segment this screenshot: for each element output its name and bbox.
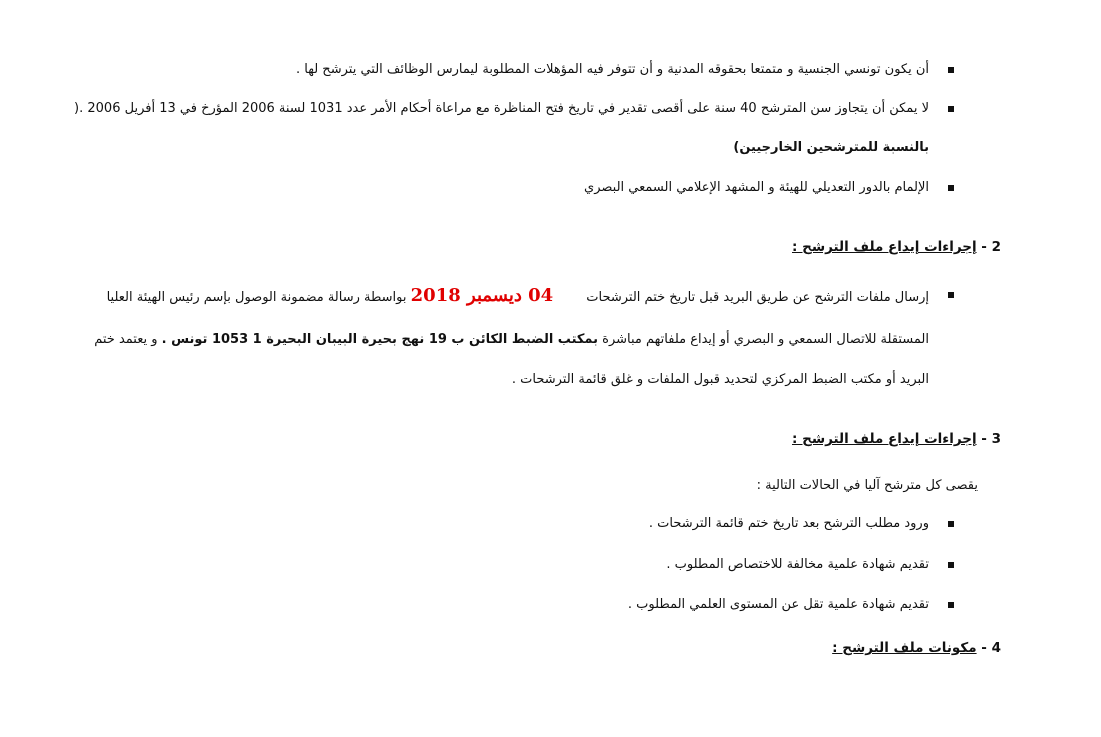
- section-2-paragraph-line-2: [94, 330, 929, 350]
- bullet-icon: [948, 562, 954, 568]
- section-2-paragraph-line-3: البريد أو مكتب الضبط المركزي لتحديد قبول الملفات و غلق قائمة الترشحات .: [511, 372, 929, 387]
- section-4-heading: [832, 638, 1001, 658]
- section-2-text-b: بواسطة رسالة مضمونة الوصول بإسم رئيس الهيئة العليا: [106, 290, 407, 305]
- section-2-text-c: المستقلة للاتصال السمعي و البصري أو إيداع ملفاتهم مباشرة: [602, 332, 929, 347]
- requirement-age-limit-continuation: بالنسبة للمترشحين الخارجيين): [733, 140, 929, 155]
- section-4-title: مكونات ملف الترشح :: [832, 640, 977, 656]
- bullet-icon: [948, 185, 954, 191]
- section-3-number: 3 -: [981, 431, 1001, 447]
- exclusion-item: تقديم شهادة علمية تقل عن المستوى العلمي المطلوب .: [627, 597, 929, 612]
- section-2-text-d: و يعتمد ختم: [94, 332, 158, 347]
- bullet-icon: [948, 67, 954, 73]
- exclusion-item: تقديم شهادة علمية مخالفة للاختصاص المطلوب .: [666, 557, 929, 572]
- requirement-knowledge: الإلمام بالدور التعديلي للهيئة و المشهد الإعلامي السمعي البصري: [584, 180, 929, 195]
- section-4-number: 4 -: [981, 640, 1001, 656]
- requirement-age-limit: لا يمكن أن يتجاوز سن المترشح 40 سنة على أقصى تقدير في تاريخ فتح المناظرة مع مراعاة أحكام الأمر عدد 1031 لسنة 2006 المؤرخ في 13 أفريل 2006 .(: [74, 101, 929, 116]
- section-3-title: إجراءات إيداع ملف الترشح :: [792, 431, 977, 447]
- bullet-icon: [948, 106, 954, 112]
- section-2-number: 2 -: [981, 239, 1001, 255]
- requirement-nationality: أن يكون تونسي الجنسية و متمتعا بحقوقه المدنية و أن تتوفر فيه المؤهلات المطلوبة ليمارس الوظائف التي يترشح لها .: [296, 62, 929, 77]
- deadline-date: 04 ديسمبر 2018: [410, 285, 554, 306]
- bullet-icon: [948, 521, 954, 527]
- section-2-text-a: إرسال ملفات الترشح عن طريق البريد قبل تاريخ ختم الترشحات: [586, 290, 929, 305]
- section-2-title: إجراءات إيداع ملف الترشح :: [792, 239, 977, 255]
- section-2-heading: [792, 237, 1001, 257]
- bullet-icon: [948, 292, 954, 298]
- section-2-paragraph-line-1: [107, 284, 929, 310]
- office-address: بمكتب الضبط الكائن ب 19 نهج بحيرة البيبان البحيرة 1 1053 تونس .: [161, 332, 599, 347]
- section-3-intro: يقصى كل مترشح آليا في الحالات التالية :: [756, 478, 978, 493]
- bullet-icon: [948, 602, 954, 608]
- section-3-heading: [792, 429, 1001, 449]
- exclusion-item: ورود مطلب الترشح بعد تاريخ ختم قائمة الترشحات .: [648, 516, 929, 531]
